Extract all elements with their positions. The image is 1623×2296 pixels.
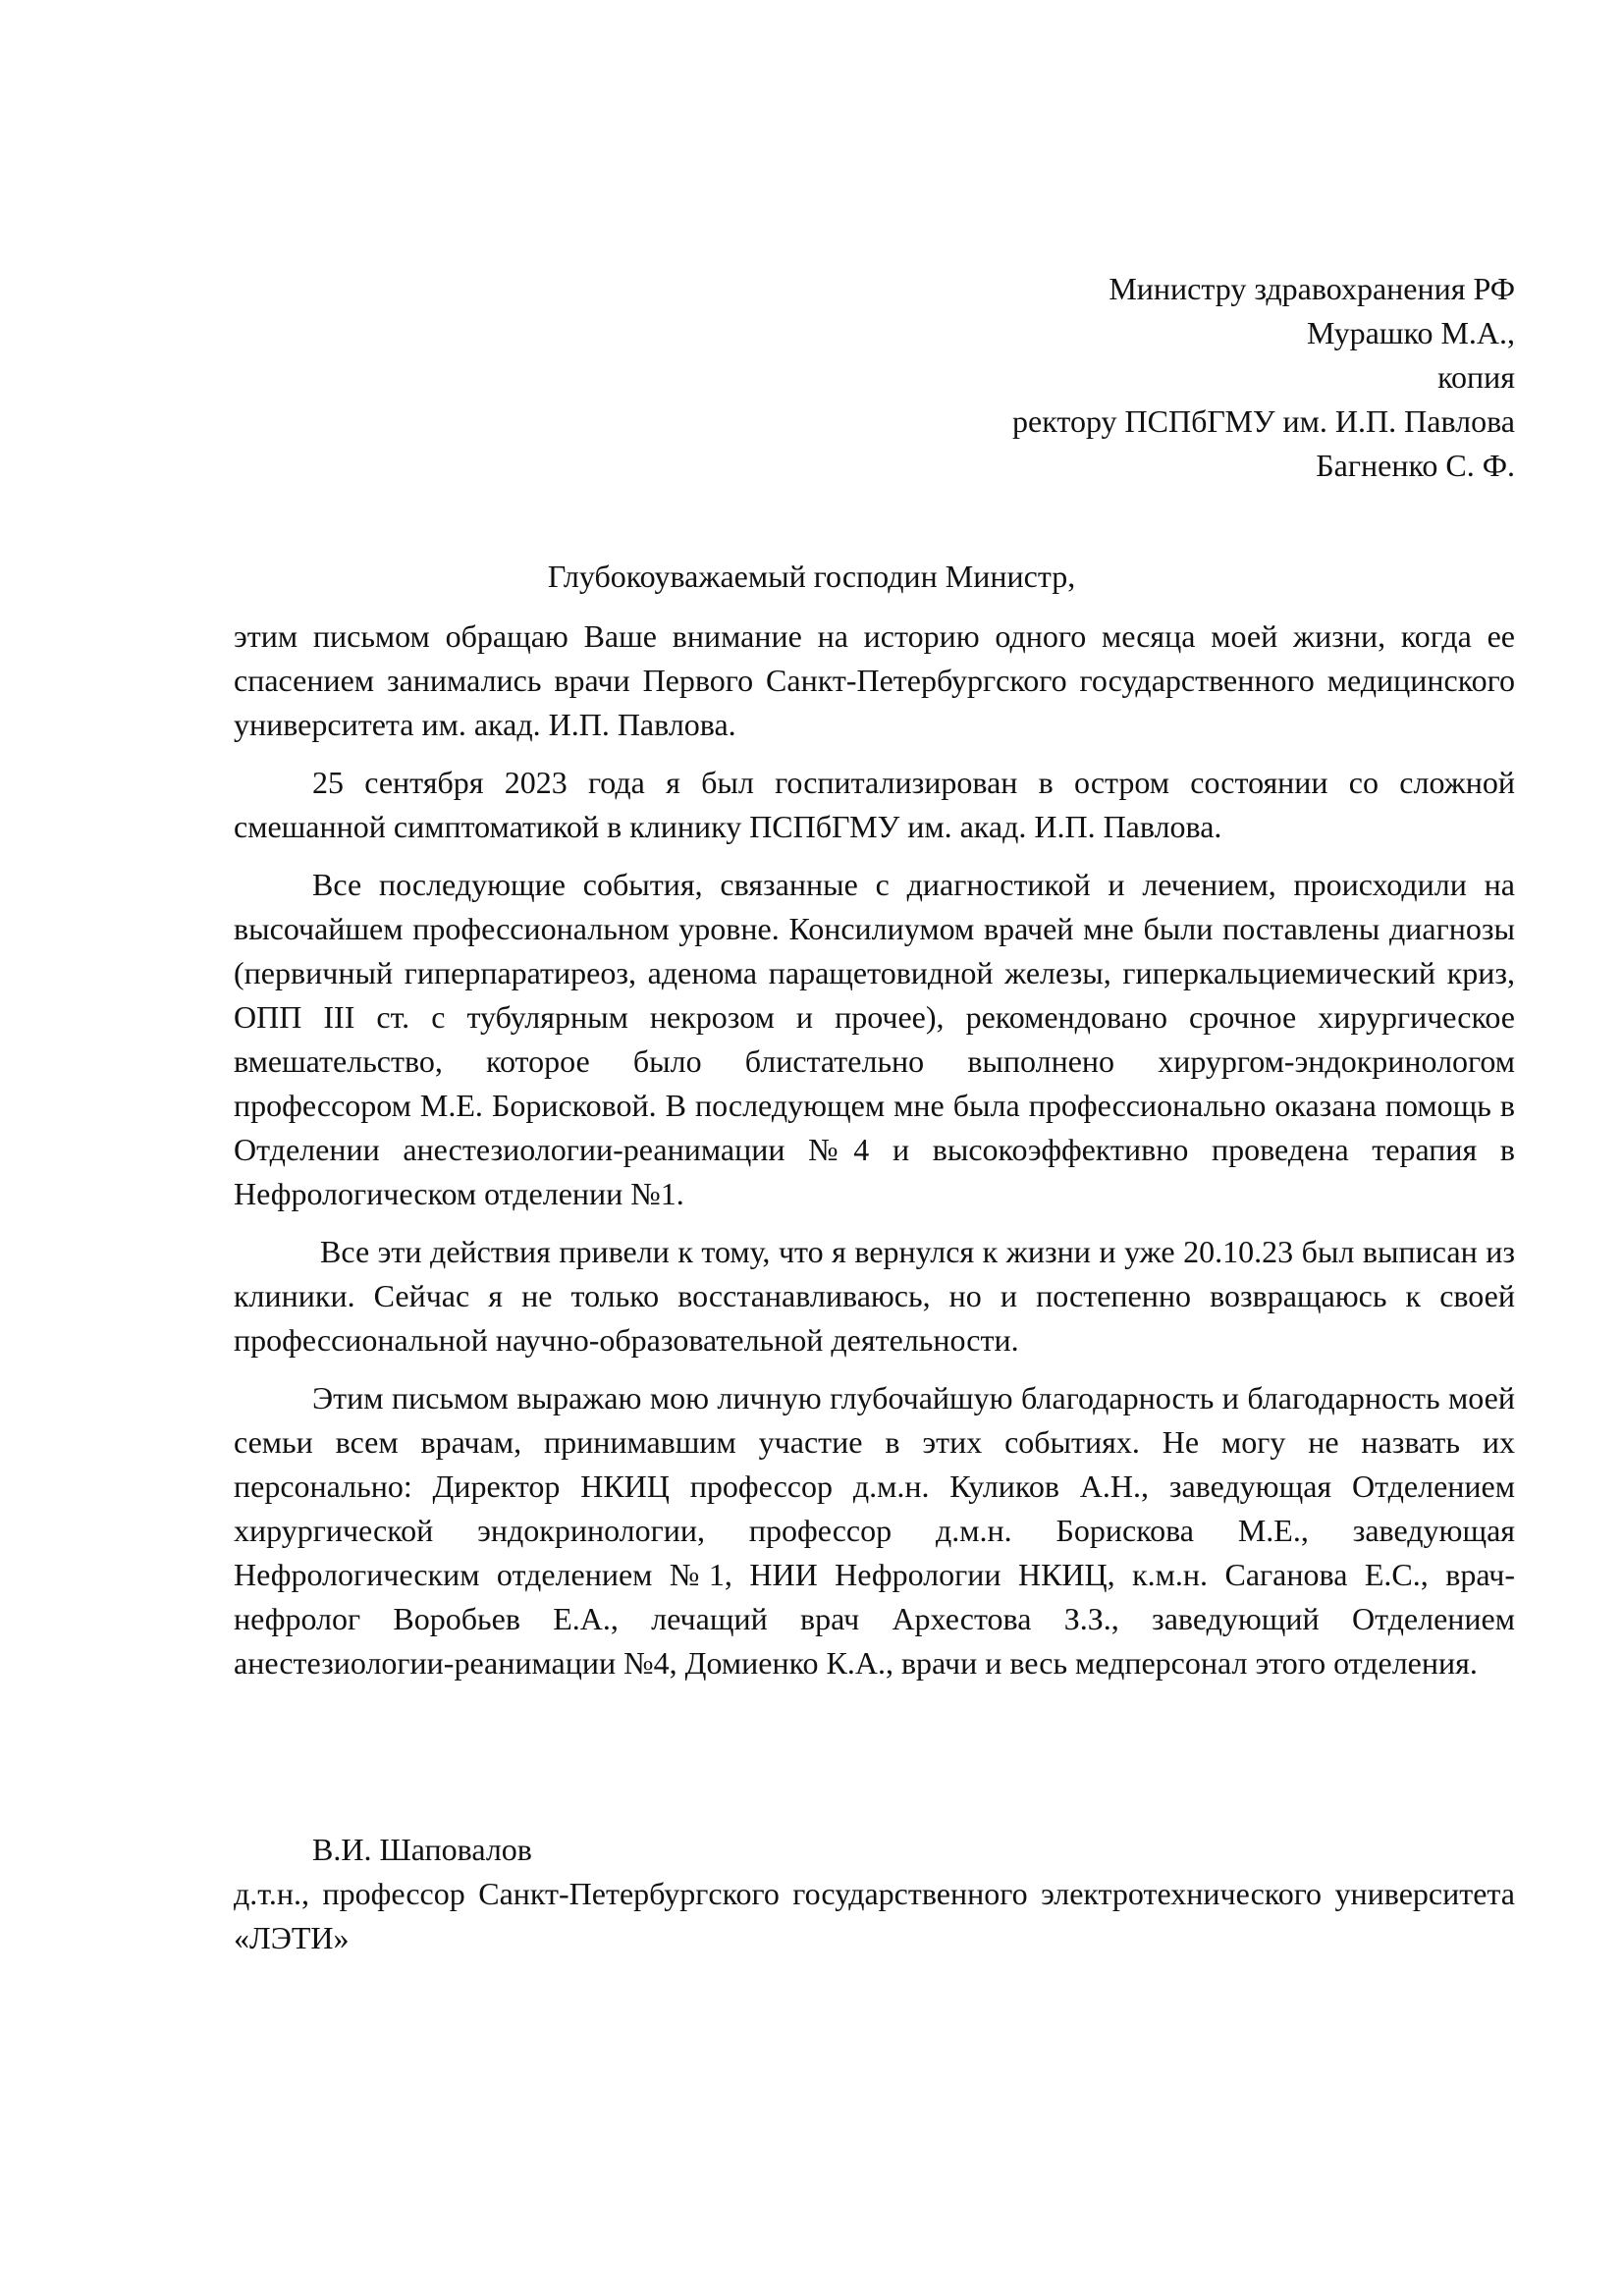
addressee-block xyxy=(631,267,1515,488)
addressee-line: ректору ПСПбГМУ им. И.П. Павлова xyxy=(1012,403,1515,439)
salutation: Глубокоуважаемый господин Министр, xyxy=(547,559,1076,594)
signature-block xyxy=(234,1828,1515,1960)
body-paragraph: Все эти действия привели к тому, что я вернулся к жизни и уже 20.10.23 был выписан из клиники. Сейчас я не только восстанавливаюсь, но и постепенно возвращаюсь к своей профессиональной научно-образовательной деятельности. xyxy=(234,1234,1515,1358)
addressee-line: Мурашко М.А., xyxy=(1307,315,1515,350)
addressee-line: Министру здравохранения РФ xyxy=(1109,271,1515,306)
addressee-line: копия xyxy=(1437,359,1515,395)
body-paragraph: 25 сентября 2023 года я был госпитализирован в остром состоянии со сложной смешанной симптоматикой в клинику ПСПбГМУ им. акад. И.П. Павлова. xyxy=(234,765,1515,844)
body-paragraph: Этим письмом выражаю мою личную глубочайшую благодарность и благодарность моей семьи всем врачам, принимавшим участие в этих событиях. Не могу не назвать их персонально: Директор НКИЦ профессор д.м.н. Куликов А.Н., заведующая Отделением хирургической эндокринологии, профессор д.м.н. Борискова М.Е., заведующая Нефрологическим отделением №1, НИИ Нефрологии НКИЦ, к.м.н. Саганова Е.С., врач-нефролог Воробьев Е.А., лечащий врач Архестова З.З., заведующий Отделением анестезиологии-реанимации №4, Домиенко К.А., врачи и весь медперсонал этого отделения. xyxy=(234,1380,1515,1681)
body-paragraph: Все последующие события, связанные с диагностикой и лечением, происходили на высочайшем профессиональном уровне. Консилиумом врачей мне были поставлены диагнозы (первичный гиперпаратиреоз, аденома паращетовидной железы, гиперкальциемический криз, ОПП III ст. с тубулярным некрозом и прочее), рекомендовано срочное хирургическое вмешательство, которое было блистательно выполнено хирургом-эндокринологом профессором М.Е. Борисковой. В последующем мне была профессионально оказана помощь в Отделении анестезиологии-реанимации №4 и высокоэффективно проведена терапия в Нефрологическом отделении №1. xyxy=(234,867,1515,1211)
body-paragraph: этим письмом обращаю Ваше внимание на историю одного месяца моей жизни, когда ее спасением занимались врачи Первого Санкт-Петербургского государственного медицинского университета им. акад. И.П. Павлова. xyxy=(234,618,1515,742)
addressee-line: Багненко С. Ф. xyxy=(1316,448,1515,483)
signatory-name: В.И. Шаповалов xyxy=(312,1832,532,1867)
letter-body xyxy=(234,614,1515,1699)
signatory-title: д.т.н., профессор Санкт-Петербургского государственного электротехнического университета «ЛЭТИ» xyxy=(234,1876,1515,1955)
